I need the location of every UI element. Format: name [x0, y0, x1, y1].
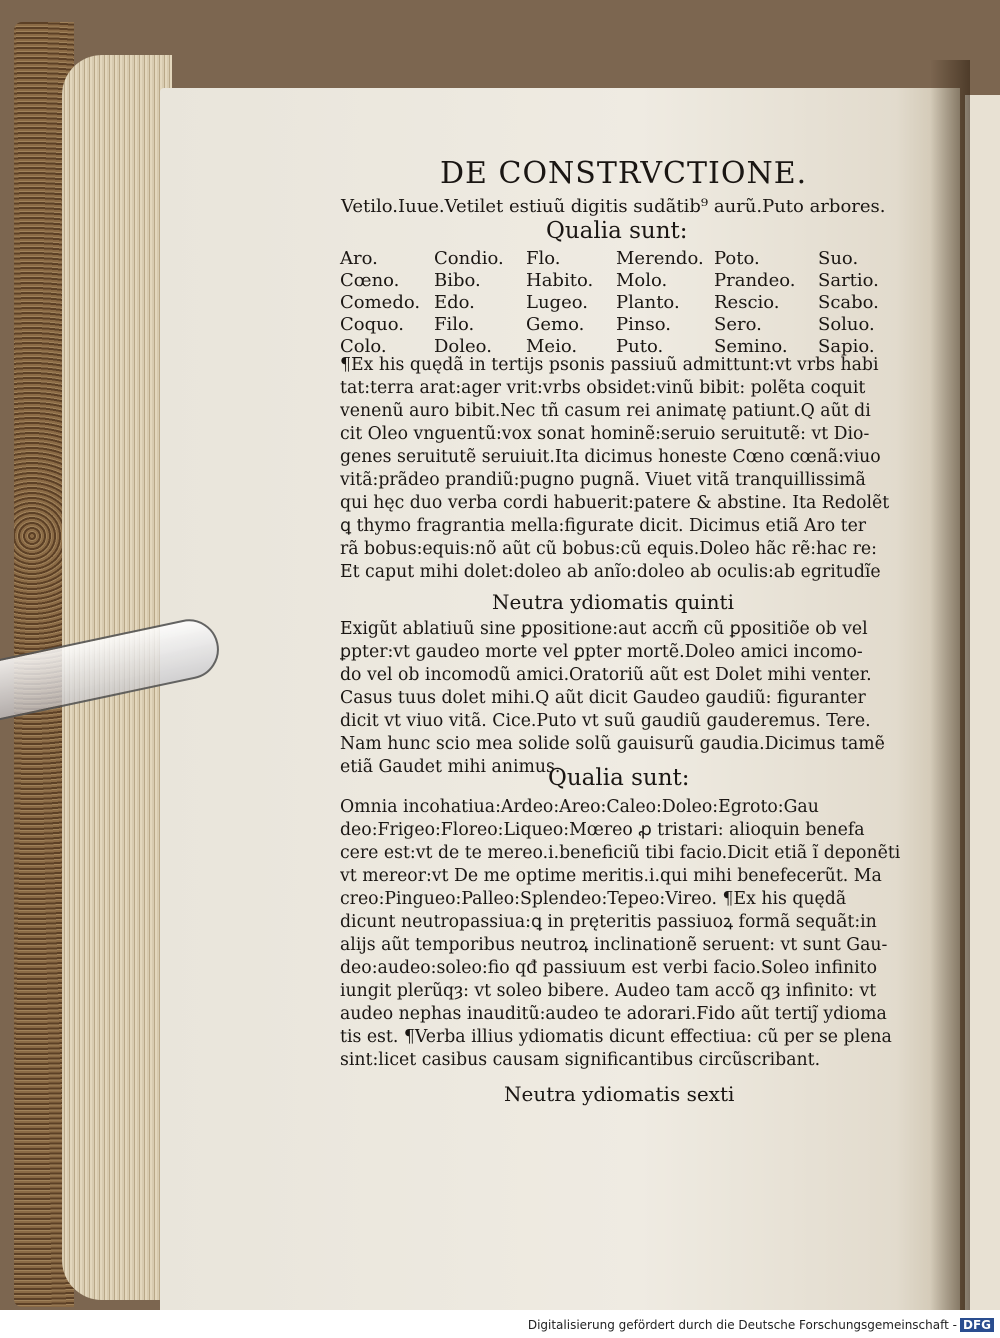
verb-entry: Condio. [434, 248, 504, 269]
text-line: ꝑpter:vt gaudeo morte vel ꝑpter mortẽ.Doleo amici incomo- [340, 642, 863, 662]
funding-footer [528, 1318, 994, 1332]
dfg-logo: DFG [960, 1318, 994, 1332]
verb-entry: Lugeo. [526, 292, 588, 313]
text-line: do vel ob incomodũ amici.Oratoriũ aũt est Dolet mihi venter. [340, 665, 872, 685]
verb-entry: Sero. [714, 314, 762, 335]
paragraph [340, 354, 905, 584]
text-line: tis est. ¶Verba illius ydiomatis dicunt effectiua: cũ per se plena [340, 1027, 892, 1047]
paragraph [340, 618, 905, 779]
verb-entry: Filo. [434, 314, 475, 335]
verb-entry: Puto. [616, 336, 664, 357]
verb-entry: Meio. [526, 336, 578, 357]
verb-entry: Colo. [340, 336, 387, 357]
text-line: Et caput mihi dolet:doleo ab anĩo:doleo ab oculis:ab egritudĩe [340, 562, 881, 582]
footer-text: Digitalisierung gefördert durch die Deutsche Forschungsgemeinschaft - [527, 1318, 957, 1332]
verb-entry: Planto. [616, 292, 680, 313]
text-line: deo:Frigeo:Floreo:Liqueo:Mœreo ꝓ tristari: alioquin benefa [340, 820, 865, 840]
text-line: cit Oleo vnguentũ:vox sonat hominẽ:seruio seruitutẽ: vt Dio- [340, 424, 870, 444]
text-line: sint:licet casibus causam significantibus circũscribant. [340, 1050, 821, 1070]
page-heading: DE CONSTRVCTIONE. [440, 156, 808, 191]
text-line: audeo nephas inauditũ:audeo te adorari.Fido aũt tertiȷ̃ ydioma [340, 1004, 887, 1024]
verb-entry: Cœno. [340, 270, 400, 291]
text-line: Nam hunc scio mea solide solũ gauisurũ gaudia.Dicimus tamẽ [340, 734, 885, 754]
verb-entry: Pinso. [616, 314, 671, 335]
text-line: ꝗ thymo fragrantia mella:figurate dicit. Dicimus etiã Aro ter [340, 516, 867, 536]
text-line: alijs aũt temporibus neutroꝝ inclinationẽ seruent: vt sunt Gau- [340, 935, 888, 955]
text-line: deo:audeo:soleo:fio qđ passiuum est verbi facio.Soleo infinito [340, 958, 877, 978]
text-line: Vetilo.Iuue.Vetilet estiuũ digitis sudãtib⁹ aurũ.Puto arbores. [341, 196, 886, 217]
verb-entry: Molo. [616, 270, 668, 291]
verb-entry: Gemo. [526, 314, 585, 335]
spine-shadow [930, 60, 970, 1310]
verb-entry: Doleo. [434, 336, 492, 357]
text-line: Casus tuus dolet mihi.Q aũt dicit Gaudeo gaudiũ: figuranter [340, 688, 866, 708]
verb-entry: Comedo. [340, 292, 421, 313]
verb-entry: Soluo. [818, 314, 875, 335]
subheading: Qualia sunt: [546, 218, 688, 244]
verb-entry: Flo. [526, 248, 561, 269]
verb-entry: Sartio. [818, 270, 879, 291]
text-line: vitã:prãdeo prandiũ:pugno pugnã. Viuet vitã tranquillissimã [340, 470, 866, 490]
verb-entry: Edo. [434, 292, 475, 313]
text-line: vt mereor:vt De me optime meritis.i.qui mihi benefecerũt. Ma [340, 866, 882, 886]
text-line: iungit plerũqȝ: vt soleo bibere. Audeo tam accõ qȝ infinito: vt [340, 981, 877, 1001]
subheading: Neutra ydiomatis sexti [504, 1082, 735, 1106]
subheading: Qualia sunt: [548, 765, 690, 791]
verb-entry: Scabo. [818, 292, 879, 313]
text-line: etiã Gaudet mihi animus. [340, 757, 561, 777]
verb-entry: Bibo. [434, 270, 481, 291]
text-line: rã bobus:equis:nõ aũt cũ bobus:cũ equis.Doleo hãc rẽ:hac re: [340, 539, 877, 559]
text-line: genes seruitutẽ seruiuit.Ita dicimus honeste Cœno cœnã:viuo [340, 447, 881, 467]
text-line: qui hęc duo verba cordi habuerit:patere & abstine. Ita Redolẽt [340, 493, 890, 513]
text-line: Exigũt ablatiuũ sine ꝑpositione:aut accm̃ cũ ꝑpositiõe ob vel [340, 619, 868, 639]
verb-entry: Merendo. [616, 248, 704, 269]
verb-entry: Habito. [526, 270, 594, 291]
verb-entry: Prandeo. [714, 270, 796, 291]
text-line: tat:terra arat:ager vrit:vrbs obsidet:vinũ bibit: polẽta coquit [340, 378, 866, 398]
text-line: venenũ auro bibit.Nec tñ casum rei animatę patiunt.Q aũt di [340, 401, 871, 421]
text-line: creo:Pingueo:Palleo:Splendeo:Tepeo:Vireo. ¶Ex his quędã [340, 889, 847, 909]
subheading: Neutra ydiomatis quinti [492, 590, 734, 614]
verb-entry: Sapio. [818, 336, 875, 357]
verb-entry: Coquo. [340, 314, 404, 335]
verb-entry: Rescio. [714, 292, 780, 313]
verb-entry: Poto. [714, 248, 760, 269]
facing-page-edge [965, 95, 1000, 1310]
paragraph [340, 796, 905, 1072]
verb-list-grid [340, 248, 900, 357]
verb-entry: Aro. [340, 248, 378, 269]
text-line: dicunt neutropassiua:ꝗ in pręteritis passiuoꝝ formã sequãt:in [340, 912, 877, 932]
text-line: cere est:vt de te mereo.i.beneficiũ tibi facio.Dicit etiã ĩ deponẽti [340, 843, 901, 863]
verb-entry: Suo. [818, 248, 859, 269]
text-line: Omnia incohatiua:Ardeo:Areo:Caleo:Doleo:Egroto:Gau [340, 797, 819, 817]
text-line: ¶Ex his quędã in tertijs psonis passiuũ admittunt:vt vrbs habi [340, 355, 879, 375]
text-line: dicit vt viuo vitã. Cice.Puto vt suũ gaudiũ gauderemus. Tere. [340, 711, 871, 731]
verb-entry: Semino. [714, 336, 788, 357]
